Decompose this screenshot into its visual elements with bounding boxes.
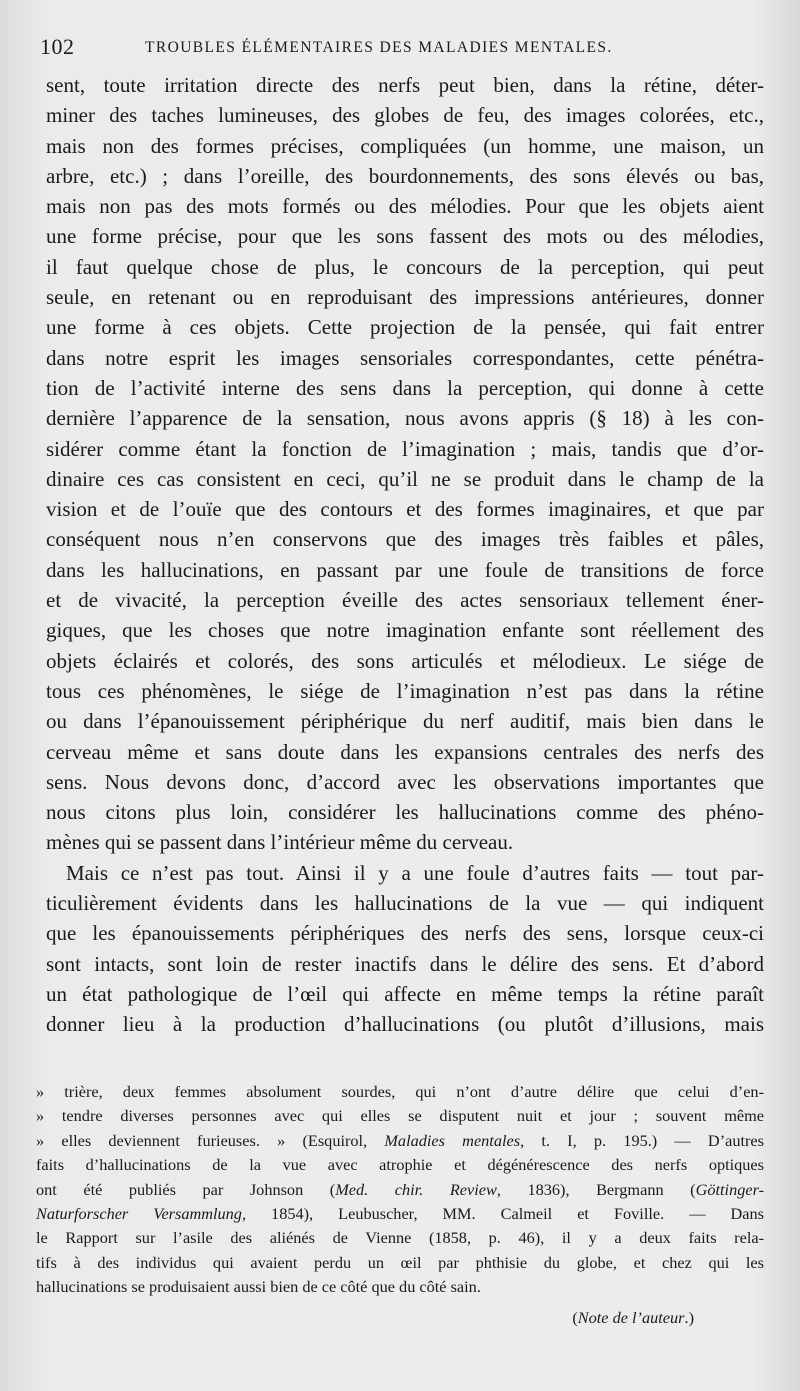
text-line: mènes qui se passent dans l’intérieur même du cerveau. <box>46 830 514 855</box>
text-line: dinaire ces cas consistent en ceci, qu’il ne se produit dans le champ de la <box>46 466 764 491</box>
text-line: giques, que les choses que notre imagination enfante sont réellement des <box>46 618 764 643</box>
text-line: mais non pas des mots formés ou des mélodies. Pour que les objets aient <box>46 194 764 219</box>
attribution-paren: .) <box>684 1307 694 1327</box>
footnote-text: , t. I, p. 195.) — D’autres <box>520 1130 764 1150</box>
text-line: tous ces phénomènes, le siége de l’imagination n’est pas dans la rétine <box>46 678 764 703</box>
footnote-citation-title: Naturforscher Versammlung <box>36 1203 242 1223</box>
text-line: vision et de l’ouïe que des contours et des formes imaginaires, et que par <box>46 497 764 522</box>
footnote-citation-title: Maladies mentales <box>384 1130 521 1150</box>
footnote-line <box>36 1129 764 1153</box>
text-line: arbre, etc.) ; dans l’oreille, des bourdonnements, des sons élevés ou bas, <box>46 163 764 188</box>
footnote-citation-title: Med. chir. Review <box>335 1179 497 1199</box>
running-head-title: TROUBLES ÉLÉMENTAIRES DES MALADIES MENTALES. <box>145 39 613 56</box>
footnote-citation-title: Göttinger- <box>695 1179 765 1199</box>
text-line: il faut quelque chose de plus, le concours de la perception, qui peut <box>46 254 764 279</box>
text-line: sont intacts, sont loin de rester inactifs dans le délire des sens. Et d’abord <box>46 951 764 976</box>
footnote-line: faits d’hallucinations de la vue avec atrophie et dégénérescence des nerfs optiques <box>36 1155 764 1175</box>
text-line: sidérer comme étant la fonction de l’imagination ; mais, tandis que d’or- <box>46 436 764 461</box>
text-line: sent, toute irritation directe des nerfs peut bien, dans la rétine, déter- <box>46 73 764 97</box>
text-line: nous citons plus loin, considérer les hallucinations comme des phéno- <box>46 800 764 825</box>
text-line: dernière l’apparence de la sensation, nous avons appris (§ 18) à les con- <box>46 406 764 431</box>
text-line: une forme précise, pour que les sons fassent des mots ou des mélodies, <box>46 224 764 249</box>
text-line: dans notre esprit les images sensoriales correspondantes, cette pénétra- <box>46 345 764 370</box>
text-line: dans les hallucinations, en passant par une foule de transitions de force <box>46 557 764 582</box>
text-line: ou dans l’épanouissement périphérique du nerf auditif, mais bien dans le <box>46 709 764 734</box>
footnote-line <box>36 1178 764 1202</box>
text-line: tion de l’activité interne des sens dans la perception, qui donne à cette <box>46 375 764 400</box>
main-text-body <box>46 70 764 1040</box>
page-number: 102 <box>40 34 75 59</box>
text-line: sens. Nous devons donc, d’accord avec les observations importantes que <box>46 769 764 794</box>
footnote-text: ont été publiés par Johnson ( <box>36 1179 336 1199</box>
text-line: et de vivacité, la perception éveille des actes sensoriaux tellement éner- <box>46 588 764 613</box>
text-line: objets éclairés et colorés, des sons articulés et mélodieux. Le siége de <box>46 648 764 673</box>
text-line: mais non des formes précises, compliquées (un homme, une maison, un <box>46 133 764 158</box>
footnote-attribution <box>36 1306 764 1330</box>
footnote-line: le Rapport sur l’asile des aliénés de Vienne (1858, p. 46), il y a deux faits rela- <box>36 1228 764 1248</box>
footnote-text: , 1836), Bergmann ( <box>496 1179 696 1199</box>
text-line: conséquent nous n’en conservons que des images très faibles et pâles, <box>46 527 764 552</box>
text-line: Mais ce n’est pas tout. Ainsi il y a une foule d’autres faits — tout par- <box>66 860 764 885</box>
attribution-text: Note de l’auteur <box>577 1307 685 1327</box>
text-line: seule, en retenant ou en reproduisant des impressions antérieures, donner <box>46 285 764 310</box>
footnote-text: , 1854), Leubuscher, MM. Calmeil et Foville. — Dans <box>241 1203 764 1223</box>
footnote-line: hallucinations se produisaient aussi bien de ce côté que du côté sain. <box>36 1277 481 1297</box>
footnote-line: » tendre diverses personnes avec qui elles se disputent nuit et jour ; souvent même <box>36 1106 764 1126</box>
text-line: donner lieu à la production d’hallucinations (ou plutôt d’illusions, mais <box>46 1012 764 1037</box>
text-line: une forme à ces objets. Cette projection de la pensée, qui fait entrer <box>46 315 764 340</box>
text-line: miner des taches lumineuses, des globes de feu, des images colorées, etc., <box>46 103 764 128</box>
text-line: que les épanouissements périphériques des nerfs des sens, lorsque ceux-ci <box>46 921 764 946</box>
text-line: cerveau même et sans doute dans les expansions centrales des nerfs des <box>46 739 764 764</box>
text-line: un état pathologique de l’œil qui affecte en même temps la rétine paraît <box>46 981 764 1006</box>
footnote-line <box>36 1202 764 1226</box>
footnote-line: tifs à des individus qui avaient perdu un œil par phthisie du globe, et chez qui les <box>36 1252 764 1272</box>
text-line: ticulièrement évidents dans les hallucinations de la vue — qui indiquent <box>46 891 764 916</box>
footnote <box>36 1080 764 1330</box>
footnote-line: » trière, deux femmes absolument sourdes, qui n’ont d’autre délire que celui d’en- <box>36 1082 764 1101</box>
running-head <box>40 34 760 62</box>
footnote-text: » elles deviennent furieuses. » (Esquirol, <box>36 1130 385 1150</box>
attribution-paren: ( <box>572 1307 578 1327</box>
